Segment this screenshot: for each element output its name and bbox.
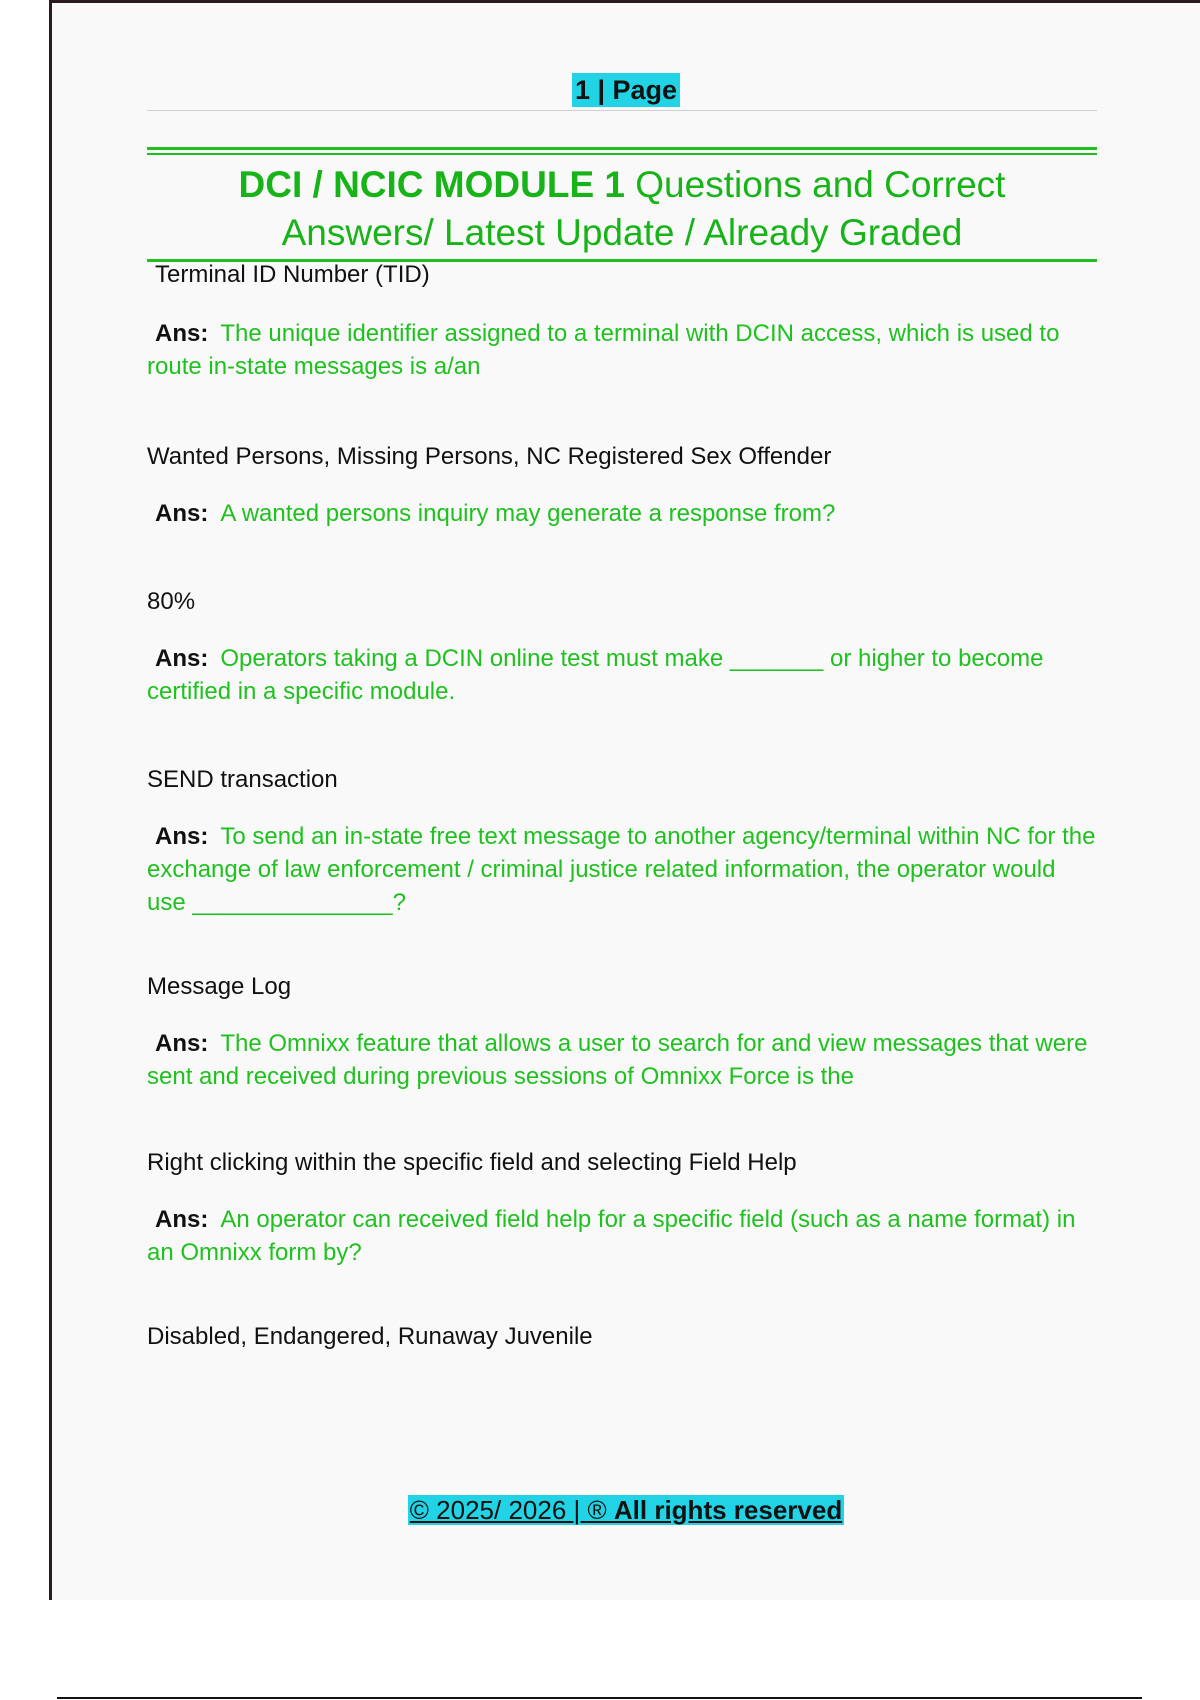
qa-item [147, 1147, 1097, 1179]
page-header [52, 73, 1200, 107]
title-line2: Answers/ Latest Update / Already Graded [281, 212, 963, 253]
qa-answer [147, 642, 1097, 708]
qa-item [147, 441, 1097, 473]
qa-item [147, 586, 1097, 618]
answer-text: The Omnixx feature that allows a user to search for and view messages that were sent and received during previous sessions of Omnixx Force is the [147, 1030, 1088, 1090]
qa-term: Right clicking within the specific field and selecting Field Help [147, 1149, 797, 1176]
qa-item [147, 971, 1097, 1003]
ans-label: Ans: [155, 645, 209, 672]
document-page [49, 0, 1200, 1600]
answer-text: The unique identifier assigned to a terminal with DCIN access, which is used to route in-state messages is a/an [147, 320, 1060, 380]
header-divider [147, 110, 1097, 111]
answer-text: Operators taking a DCIN online test must make _______ or higher to become certified in a specific module. [147, 645, 1044, 705]
qa-answer [147, 1027, 1097, 1093]
qa-item [147, 764, 1097, 796]
title-line1-rest: Questions and Correct [625, 164, 1006, 205]
ans-label: Ans: [155, 1030, 209, 1057]
answer-text: To send an in-state free text message to another agency/terminal within NC for the exchange of law enforcement / criminal justice related information, the operator would use _______________? [147, 823, 1096, 916]
qa-list [147, 259, 1097, 1353]
ans-label: Ans: [155, 1206, 209, 1233]
qa-term: Message Log [147, 973, 292, 1000]
qa-answer [147, 1203, 1097, 1269]
qa-item [147, 259, 1097, 291]
answer-text: A wanted persons inquiry may generate a response from? [220, 500, 836, 527]
ans-label: Ans: [155, 823, 209, 850]
document-title-block [147, 147, 1097, 262]
qa-answer [147, 497, 1097, 530]
qa-answer [147, 820, 1097, 919]
qa-term: 80% [147, 588, 196, 615]
ans-label: Ans: [155, 320, 209, 347]
copyright-rights: All rights reserved [613, 1495, 843, 1525]
qa-term: Terminal ID Number (TID) [155, 261, 430, 288]
document-title [147, 155, 1097, 257]
page-footer [52, 1495, 1200, 1525]
qa-term: Wanted Persons, Missing Persons, NC Registered Sex Offender [147, 443, 832, 470]
title-bold-part: DCI / NCIC MODULE 1 [238, 164, 625, 205]
copyright-notice [408, 1495, 844, 1525]
copyright-prefix: © 2025/ 2026 | ® [409, 1495, 614, 1525]
page-number-label: 1 | Page [572, 73, 680, 107]
qa-answer [147, 317, 1097, 383]
title-top-rule [147, 147, 1097, 150]
answer-text: An operator can received field help for a specific field (such as a name format) in an Omnixx form by? [147, 1206, 1076, 1266]
qa-item [147, 1321, 1097, 1353]
ans-label: Ans: [155, 500, 209, 527]
qa-term: Disabled, Endangered, Runaway Juvenile [147, 1323, 593, 1350]
bottom-page-edge-line [57, 1697, 1142, 1699]
qa-term: SEND transaction [147, 766, 338, 793]
